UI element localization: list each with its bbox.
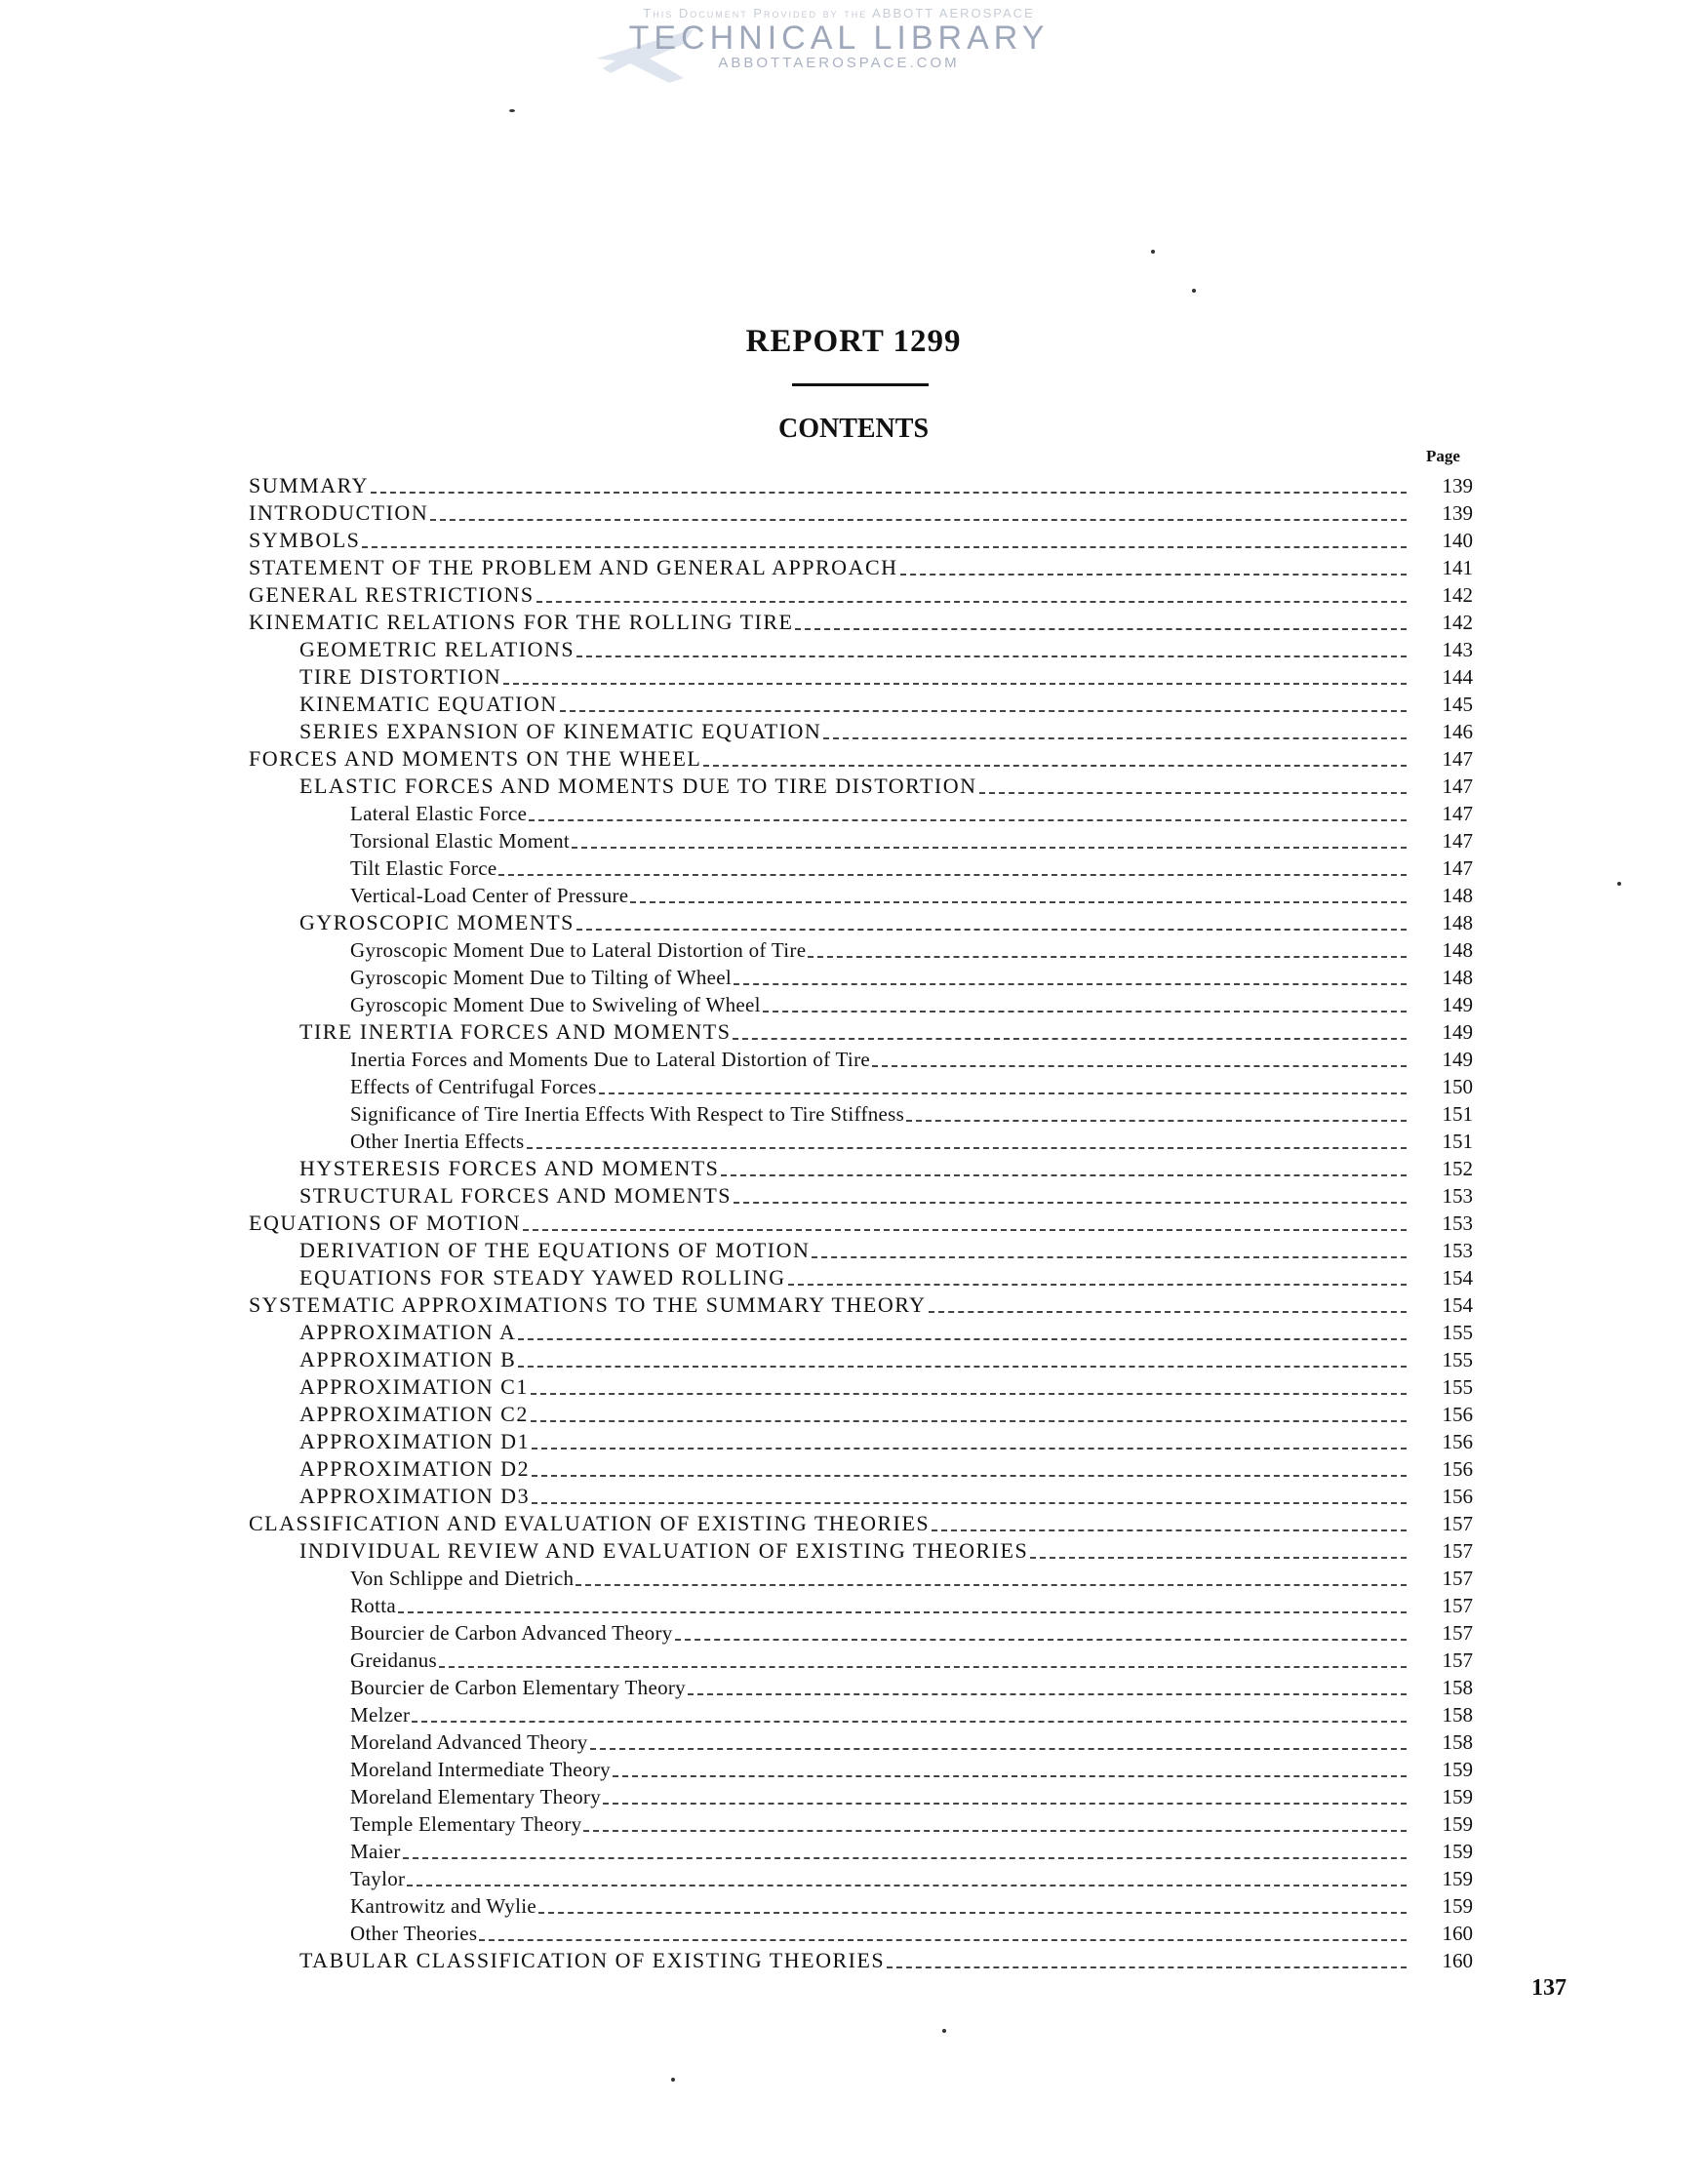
toc-entry — [249, 1510, 1473, 1537]
toc-entry — [249, 1565, 1473, 1592]
toc-entry-page: 147 — [1442, 802, 1473, 825]
toc-entry-page: 155 — [1442, 1348, 1473, 1371]
toc-entry-page: 148 — [1442, 938, 1473, 962]
toc-entry — [249, 527, 1473, 554]
toc-dot-leader — [603, 1795, 1407, 1805]
toc-entry-title: Tilt Elastic Force — [350, 856, 497, 880]
toc-entry — [249, 1428, 1473, 1455]
toc-entry-page: 148 — [1442, 884, 1473, 907]
toc-entry-title: GYROSCOPIC MOMENTS — [299, 910, 575, 934]
toc-dot-leader — [398, 1604, 1407, 1613]
toc-entry-page: 151 — [1442, 1130, 1473, 1153]
toc-entry-page: 149 — [1442, 1048, 1473, 1071]
toc-dot-leader — [407, 1877, 1407, 1886]
toc-entry — [249, 909, 1473, 936]
toc-entry — [249, 1592, 1473, 1619]
toc-entry-title: Bourcier de Carbon Advanced Theory — [350, 1621, 673, 1645]
toc-entry-title: Other Inertia Effects — [350, 1130, 525, 1153]
report-title: REPORT 1299 — [745, 324, 962, 359]
toc-entry — [249, 691, 1473, 718]
toc-dot-leader — [1030, 1549, 1407, 1559]
toc-dot-leader — [532, 1440, 1407, 1449]
toc-entry-title: TIRE INERTIA FORCES AND MOMENTS — [299, 1019, 732, 1044]
toc-dot-leader — [498, 866, 1407, 876]
toc-entry-page: 158 — [1442, 1703, 1473, 1727]
contents-heading: CONTENTS — [777, 414, 930, 444]
toc-dot-leader — [576, 921, 1407, 931]
toc-entry — [249, 1155, 1473, 1182]
toc-dot-leader — [812, 1249, 1407, 1258]
toc-entry-title: HYSTERESIS FORCES AND MOMENTS — [299, 1156, 720, 1180]
toc-entry-page: 146 — [1442, 720, 1473, 743]
toc-dot-leader — [403, 1849, 1407, 1859]
toc-entry-title: Gyroscopic Moment Due to Lateral Distortion of Tire — [350, 938, 807, 962]
toc-dot-leader — [630, 893, 1407, 903]
toc-dot-leader — [532, 1494, 1407, 1504]
toc-entry — [249, 1100, 1473, 1128]
toc-entry-title: APPROXIMATION C1 — [299, 1374, 529, 1399]
scan-speck — [509, 109, 515, 112]
toc-entry — [249, 663, 1473, 691]
toc-entry-title: Kantrowitz and Wylie — [350, 1894, 536, 1918]
toc-entry — [249, 1128, 1473, 1155]
toc-entry-title: KINEMATIC EQUATION — [299, 692, 558, 716]
toc-entry-title: CLASSIFICATION AND EVALUATION OF EXISTING THEORIES — [249, 1511, 931, 1535]
toc-entry-title: KINEMATIC RELATIONS FOR THE ROLLING TIRE — [249, 610, 794, 634]
toc-entry — [249, 1701, 1473, 1728]
toc-entry-page: 147 — [1442, 774, 1473, 798]
toc-entry-title: TIRE DISTORTION — [299, 664, 502, 689]
toc-entry — [249, 499, 1473, 527]
toc-dot-leader — [583, 1822, 1407, 1832]
toc-dot-leader — [599, 1085, 1407, 1094]
toc-entry-title: APPROXIMATION D2 — [299, 1456, 531, 1481]
toc-entry-page: 139 — [1442, 501, 1473, 525]
page-column-label: Page — [1426, 447, 1460, 465]
toc-entry-page: 159 — [1442, 1812, 1473, 1836]
toc-entry — [249, 854, 1473, 882]
toc-dot-leader — [932, 1522, 1407, 1531]
library-watermark — [585, 6, 1092, 71]
toc-entry — [249, 800, 1473, 827]
toc-dot-leader — [536, 593, 1407, 603]
toc-dot-leader — [703, 757, 1407, 767]
toc-entry-page: 156 — [1442, 1485, 1473, 1508]
toc-entry — [249, 964, 1473, 991]
toc-entry-page: 156 — [1442, 1457, 1473, 1481]
toc-dot-leader — [763, 1003, 1407, 1013]
toc-entry-page: 160 — [1442, 1949, 1473, 1972]
toc-dot-leader — [518, 1358, 1407, 1368]
toc-entry-title: Other Theories — [350, 1922, 478, 1945]
toc-entry-page: 139 — [1442, 474, 1473, 497]
toc-entry-title: TABULAR CLASSIFICATION OF EXISTING THEORIES — [299, 1948, 886, 1972]
toc-entry-page: 150 — [1442, 1075, 1473, 1098]
toc-dot-leader — [412, 1713, 1407, 1723]
toc-entry-page: 148 — [1442, 966, 1473, 989]
toc-entry — [249, 1920, 1473, 1947]
toc-entry — [249, 745, 1473, 773]
toc-dot-leader — [531, 1412, 1407, 1422]
toc-entry-title: APPROXIMATION B — [299, 1347, 517, 1371]
toc-dot-leader — [529, 812, 1407, 821]
toc-entry-page: 159 — [1442, 1758, 1473, 1781]
toc-dot-leader — [362, 538, 1407, 548]
toc-entry-title: Moreland Advanced Theory — [350, 1730, 588, 1754]
toc-entry-title: APPROXIMATION A — [299, 1320, 517, 1344]
toc-entry — [249, 472, 1473, 499]
toc-entry-page: 160 — [1442, 1922, 1473, 1945]
toc-entry — [249, 1783, 1473, 1810]
toc-entry — [249, 773, 1473, 800]
toc-entry — [249, 1756, 1473, 1783]
toc-dot-leader — [929, 1303, 1407, 1313]
toc-entry — [249, 1073, 1473, 1100]
scan-speck — [1617, 882, 1621, 886]
toc-entry-page: 140 — [1442, 529, 1473, 552]
toc-entry-title: EQUATIONS OF MOTION — [249, 1211, 522, 1235]
toc-entry — [249, 636, 1473, 663]
toc-entry — [249, 581, 1473, 609]
toc-entry-page: 143 — [1442, 638, 1473, 661]
toc-entry — [249, 1346, 1473, 1373]
toc-entry-page: 141 — [1442, 556, 1473, 579]
watermark-library-name: TECHNICAL LIBRARY — [628, 20, 1050, 57]
toc-entry-page: 157 — [1442, 1539, 1473, 1563]
toc-dot-leader — [721, 1167, 1407, 1176]
toc-entry-title: Effects of Centrifugal Forces — [350, 1075, 597, 1098]
toc-entry-title: Moreland Intermediate Theory — [350, 1758, 611, 1781]
toc-entry-page: 148 — [1442, 911, 1473, 934]
toc-entry — [249, 1210, 1473, 1237]
toc-entry — [249, 1264, 1473, 1291]
toc-dot-leader — [675, 1631, 1407, 1641]
toc-entry-page: 152 — [1442, 1157, 1473, 1180]
toc-entry — [249, 1373, 1473, 1401]
toc-dot-leader — [523, 1221, 1407, 1231]
toc-entry-page: 147 — [1442, 747, 1473, 771]
title-underline — [792, 383, 929, 386]
toc-entry-title: Inertia Forces and Moments Due to Lateral Distortion of Tire — [350, 1048, 870, 1071]
toc-entry-page: 153 — [1442, 1211, 1473, 1235]
toc-entry-title: Bourcier de Carbon Elementary Theory — [350, 1676, 686, 1699]
toc-entry-page: 157 — [1442, 1594, 1473, 1617]
watermark-provider-line: This Document Provided by the ABBOTT AEROSPACE — [643, 6, 1035, 20]
toc-entry — [249, 1674, 1473, 1701]
toc-entry-page: 158 — [1442, 1676, 1473, 1699]
toc-dot-leader — [734, 975, 1407, 985]
toc-entry-page: 154 — [1442, 1266, 1473, 1290]
toc-dot-leader — [371, 484, 1407, 494]
toc-entry-page: 147 — [1442, 856, 1473, 880]
toc-entry-title: APPROXIMATION D3 — [299, 1484, 531, 1508]
toc-entry-title: Significance of Tire Inertia Effects With Respect to Tire Stiffness — [350, 1102, 905, 1126]
toc-entry-title: Rotta — [350, 1594, 396, 1617]
toc-entry-page: 142 — [1442, 611, 1473, 634]
toc-dot-leader — [590, 1740, 1407, 1750]
scan-speck — [942, 2029, 946, 2033]
toc-entry-page: 155 — [1442, 1321, 1473, 1344]
toc-entry-title: SYSTEMATIC APPROXIMATIONS TO THE SUMMARY THEORY — [249, 1292, 927, 1317]
scan-speck — [1192, 289, 1196, 293]
toc-dot-leader — [576, 648, 1407, 657]
toc-entry-title: INDIVIDUAL REVIEW AND EVALUATION OF EXISTING THEORIES — [299, 1538, 1029, 1563]
toc-dot-leader — [795, 620, 1407, 630]
toc-entry-title: INTRODUCTION — [249, 500, 429, 525]
toc-entry — [249, 827, 1473, 854]
toc-dot-leader — [733, 1030, 1407, 1040]
toc-entry — [249, 1892, 1473, 1920]
toc-entry-page: 142 — [1442, 583, 1473, 607]
toc-entry — [249, 1401, 1473, 1428]
toc-dot-leader — [538, 1904, 1407, 1914]
toc-entry — [249, 1647, 1473, 1674]
toc-dot-leader — [734, 1194, 1407, 1204]
toc-entry-title: GENERAL RESTRICTIONS — [249, 582, 535, 607]
toc-entry-title: GEOMETRIC RELATIONS — [299, 637, 576, 661]
toc-entry-title: Vertical-Load Center of Pressure — [350, 884, 629, 907]
toc-entry-page: 154 — [1442, 1293, 1473, 1317]
toc-entry — [249, 1455, 1473, 1483]
toc-entry-title: APPROXIMATION C2 — [299, 1402, 529, 1426]
toc-entry-title: SERIES EXPANSION OF KINEMATIC EQUATION — [299, 719, 822, 743]
toc-entry-title: Temple Elementary Theory — [350, 1812, 582, 1836]
toc-entry — [249, 1319, 1473, 1346]
toc-dot-leader — [560, 702, 1407, 712]
toc-entry-page: 145 — [1442, 693, 1473, 716]
toc-dot-leader — [518, 1330, 1407, 1340]
toc-entry-page: 149 — [1442, 1020, 1473, 1044]
toc-dot-leader — [808, 948, 1407, 958]
toc-entry-title: EQUATIONS FOR STEADY YAWED ROLLING — [299, 1265, 786, 1290]
table-of-contents — [249, 472, 1473, 1974]
toc-entry-title: Gyroscopic Moment Due to Swiveling of Wheel — [350, 993, 761, 1016]
toc-entry-page: 157 — [1442, 1621, 1473, 1645]
toc-dot-leader — [439, 1658, 1407, 1668]
toc-entry-title: Lateral Elastic Force — [350, 802, 528, 825]
toc-entry-page: 159 — [1442, 1785, 1473, 1808]
scan-speck — [1151, 250, 1155, 254]
toc-entry — [249, 1728, 1473, 1756]
toc-dot-leader — [572, 839, 1407, 849]
toc-entry — [249, 991, 1473, 1018]
toc-entry — [249, 1865, 1473, 1892]
toc-entry-page: 159 — [1442, 1840, 1473, 1863]
toc-entry-page: 159 — [1442, 1867, 1473, 1890]
toc-dot-leader — [872, 1057, 1407, 1067]
toc-entry-title: FORCES AND MOMENTS ON THE WHEEL — [249, 746, 702, 771]
toc-dot-leader — [503, 675, 1407, 685]
toc-entry-title: Melzer — [350, 1703, 411, 1727]
toc-entry-page: 155 — [1442, 1375, 1473, 1399]
toc-entry — [249, 609, 1473, 636]
toc-entry-title: STATEMENT OF THE PROBLEM AND GENERAL APPROACH — [249, 555, 898, 579]
toc-entry — [249, 1237, 1473, 1264]
toc-entry-title: DERIVATION OF THE EQUATIONS OF MOTION — [299, 1238, 811, 1262]
toc-dot-leader — [906, 1112, 1407, 1122]
toc-entry-page: 149 — [1442, 993, 1473, 1016]
toc-entry-title: ELASTIC FORCES AND MOMENTS DUE TO TIRE DISTORTION — [299, 774, 977, 798]
toc-entry-page: 157 — [1442, 1648, 1473, 1672]
toc-dot-leader — [576, 1576, 1407, 1586]
toc-entry-title: Taylor — [350, 1867, 406, 1890]
toc-dot-leader — [979, 784, 1407, 794]
toc-dot-leader — [900, 566, 1407, 576]
toc-entry-title: Torsional Elastic Moment — [350, 829, 571, 853]
toc-entry — [249, 1619, 1473, 1647]
toc-entry-page: 156 — [1442, 1430, 1473, 1453]
toc-dot-leader — [688, 1686, 1407, 1695]
toc-entry — [249, 1537, 1473, 1565]
toc-dot-leader — [527, 1139, 1408, 1149]
toc-dot-leader — [823, 730, 1407, 739]
toc-entry — [249, 1046, 1473, 1073]
toc-entry — [249, 1291, 1473, 1319]
toc-entry-title: SUMMARY — [249, 473, 369, 497]
toc-entry-page: 153 — [1442, 1184, 1473, 1208]
toc-entry — [249, 936, 1473, 964]
toc-entry-title: Moreland Elementary Theory — [350, 1785, 601, 1808]
toc-entry-title: Greidanus — [350, 1648, 438, 1672]
toc-entry-page: 157 — [1442, 1512, 1473, 1535]
toc-dot-leader — [887, 1959, 1407, 1968]
toc-entry — [249, 1947, 1473, 1974]
toc-entry — [249, 554, 1473, 581]
toc-entry-page: 156 — [1442, 1403, 1473, 1426]
toc-entry-page: 153 — [1442, 1239, 1473, 1262]
toc-entry-title: SYMBOLS — [249, 528, 361, 552]
toc-entry-title: STRUCTURAL FORCES AND MOMENTS — [299, 1183, 733, 1208]
toc-entry-page: 147 — [1442, 829, 1473, 853]
toc-dot-leader — [531, 1385, 1407, 1395]
scan-speck — [671, 2078, 675, 2082]
watermark-website: ABBOTTAEROSPACE.COM — [718, 55, 960, 71]
toc-dot-leader — [788, 1276, 1407, 1286]
toc-entry — [249, 1182, 1473, 1210]
toc-entry-title: Von Schlippe and Dietrich — [350, 1567, 575, 1590]
toc-entry-page: 159 — [1442, 1894, 1473, 1918]
toc-dot-leader — [479, 1931, 1407, 1941]
toc-entry-page: 151 — [1442, 1102, 1473, 1126]
toc-entry — [249, 882, 1473, 909]
toc-entry — [249, 1810, 1473, 1838]
toc-entry-title: APPROXIMATION D1 — [299, 1429, 531, 1453]
toc-entry — [249, 1018, 1473, 1046]
toc-entry-page: 144 — [1442, 665, 1473, 689]
toc-entry — [249, 1838, 1473, 1865]
toc-entry-title: Maier — [350, 1840, 401, 1863]
toc-entry — [249, 718, 1473, 745]
toc-entry — [249, 1483, 1473, 1510]
toc-dot-leader — [613, 1767, 1407, 1777]
toc-entry-page: 158 — [1442, 1730, 1473, 1754]
toc-dot-leader — [532, 1467, 1407, 1477]
toc-entry-title: Gyroscopic Moment Due to Tilting of Wheel — [350, 966, 733, 989]
page-number: 137 — [1531, 1975, 1567, 2001]
toc-dot-leader — [430, 511, 1407, 521]
toc-entry-page: 157 — [1442, 1567, 1473, 1590]
